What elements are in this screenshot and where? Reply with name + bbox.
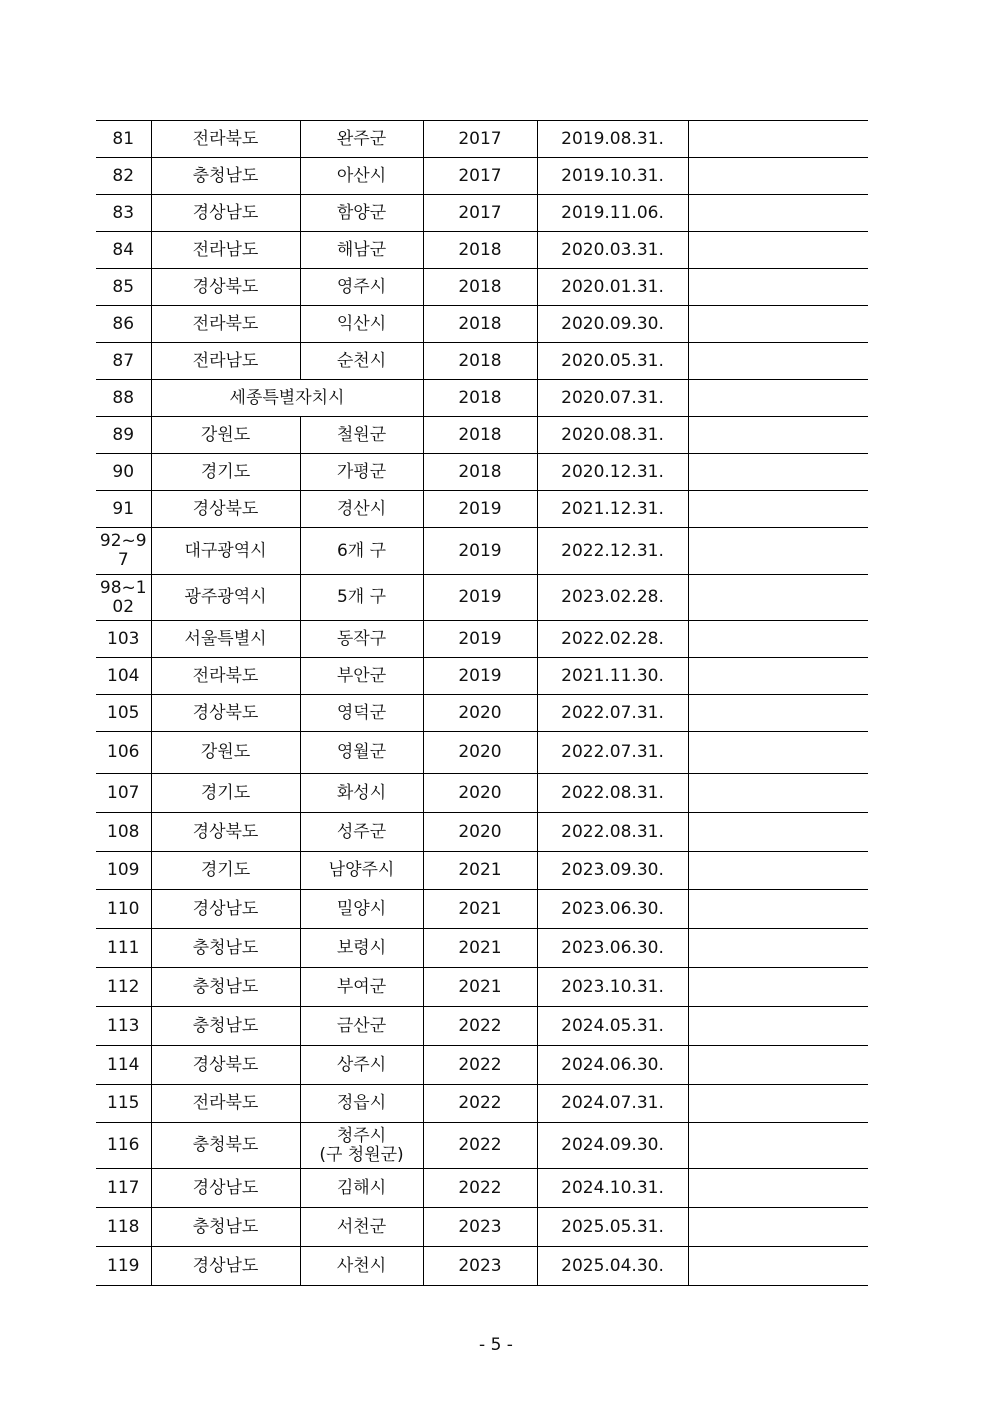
cell-province: 전라남도 (151, 232, 300, 269)
cell-district: 서천군 (300, 1208, 423, 1247)
cell-number: 118 (96, 1208, 151, 1247)
cell-district: 정읍시 (300, 1085, 423, 1123)
cell-number: 84 (96, 232, 151, 269)
cell-note (688, 195, 868, 232)
cell-date: 2021.12.31. (537, 491, 688, 528)
cell-year: 2018 (423, 380, 537, 417)
cell-number: 119 (96, 1247, 151, 1286)
cell-date: 2023.10.31. (537, 968, 688, 1007)
cell-district: 영월군 (300, 732, 423, 774)
cell-year: 2022 (423, 1169, 537, 1208)
cell-note (688, 121, 868, 158)
cell-date: 2022.07.31. (537, 695, 688, 732)
designation-table (96, 120, 868, 1286)
cell-year: 2022 (423, 1046, 537, 1085)
cell-year: 2019 (423, 658, 537, 695)
cell-year: 2021 (423, 929, 537, 968)
table-row (96, 195, 868, 232)
table-row (96, 343, 868, 380)
cell-note (688, 454, 868, 491)
cell-note (688, 306, 868, 343)
cell-district: 완주군 (300, 121, 423, 158)
cell-number: 116 (96, 1123, 151, 1169)
cell-year: 2019 (423, 528, 537, 575)
cell-district: 부여군 (300, 968, 423, 1007)
cell-year: 2022 (423, 1007, 537, 1046)
cell-number: 104 (96, 658, 151, 695)
cell-district: 상주시 (300, 1046, 423, 1085)
cell-district: 화성시 (300, 774, 423, 813)
cell-date: 2020.09.30. (537, 306, 688, 343)
cell-year: 2020 (423, 732, 537, 774)
cell-district: 순천시 (300, 343, 423, 380)
cell-note (688, 1007, 868, 1046)
cell-date: 2023.06.30. (537, 929, 688, 968)
table-row (96, 1046, 868, 1085)
cell-province: 강원도 (151, 732, 300, 774)
cell-note (688, 1046, 868, 1085)
cell-number (96, 528, 151, 575)
cell-note (688, 491, 868, 528)
cell-date: 2019.11.06. (537, 195, 688, 232)
cell-district: 가평군 (300, 454, 423, 491)
cell-district: 성주군 (300, 813, 423, 852)
cell-province: 전라북도 (151, 1085, 300, 1123)
cell-province: 경기도 (151, 852, 300, 890)
cell-year: 2023 (423, 1208, 537, 1247)
table-row (96, 732, 868, 774)
cell-district: 익산시 (300, 306, 423, 343)
table-row (96, 306, 868, 343)
cell-province: 충청남도 (151, 1007, 300, 1046)
table-body (96, 121, 868, 1286)
cell-number: 110 (96, 890, 151, 929)
cell-province: 경기도 (151, 774, 300, 813)
cell-date: 2020.07.31. (537, 380, 688, 417)
table-row (96, 813, 868, 852)
cell-province: 전라북도 (151, 121, 300, 158)
cell-number: 103 (96, 621, 151, 658)
cell-number: 86 (96, 306, 151, 343)
table-row (96, 1123, 868, 1169)
cell-year: 2020 (423, 774, 537, 813)
cell-number: 114 (96, 1046, 151, 1085)
cell-date: 2024.06.30. (537, 1046, 688, 1085)
cell-year: 2022 (423, 1085, 537, 1123)
cell-year: 2020 (423, 813, 537, 852)
table-row (96, 1169, 868, 1208)
cell-date: 2023.06.30. (537, 890, 688, 929)
cell-district: 철원군 (300, 417, 423, 454)
cell-year: 2018 (423, 269, 537, 306)
cell-district: 보령시 (300, 929, 423, 968)
cell-number: 81 (96, 121, 151, 158)
cell-year: 2023 (423, 1247, 537, 1286)
cell-note (688, 1208, 868, 1247)
cell-province: 경상남도 (151, 195, 300, 232)
cell-number: 115 (96, 1085, 151, 1123)
table-row (96, 121, 868, 158)
cell-date: 2025.04.30. (537, 1247, 688, 1286)
cell-number: 105 (96, 695, 151, 732)
table-row (96, 968, 868, 1007)
cell-number: 117 (96, 1169, 151, 1208)
cell-note (688, 380, 868, 417)
cell-note (688, 774, 868, 813)
table-row (96, 232, 868, 269)
cell-province: 전라북도 (151, 658, 300, 695)
cell-year: 2021 (423, 968, 537, 1007)
cell-date: 2022.08.31. (537, 813, 688, 852)
cell-district: 남양주시 (300, 852, 423, 890)
cell-number: 90 (96, 454, 151, 491)
cell-date: 2020.12.31. (537, 454, 688, 491)
cell-note (688, 1123, 868, 1169)
cell-district: 해남군 (300, 232, 423, 269)
cell-district: 밀양시 (300, 890, 423, 929)
cell-note (688, 695, 868, 732)
cell-province: 충청남도 (151, 929, 300, 968)
cell-province: 경상북도 (151, 269, 300, 306)
cell-district: 아산시 (300, 158, 423, 195)
cell-year: 2021 (423, 852, 537, 890)
cell-number: 87 (96, 343, 151, 380)
cell-province: 경상북도 (151, 695, 300, 732)
cell-district: 영덕군 (300, 695, 423, 732)
cell-note (688, 1085, 868, 1123)
cell-number: 111 (96, 929, 151, 968)
table-row (96, 575, 868, 621)
cell-district: 부안군 (300, 658, 423, 695)
cell-province: 경상북도 (151, 1046, 300, 1085)
cell-province: 충청남도 (151, 1208, 300, 1247)
cell-year: 2018 (423, 343, 537, 380)
table-row (96, 695, 868, 732)
table-row (96, 658, 868, 695)
cell-district: 김해시 (300, 1169, 423, 1208)
cell-district: 사천시 (300, 1247, 423, 1286)
cell-date: 2019.08.31. (537, 121, 688, 158)
cell-province: 경상남도 (151, 890, 300, 929)
cell-note (688, 890, 868, 929)
cell-year: 2017 (423, 158, 537, 195)
cell-number: 112 (96, 968, 151, 1007)
table-row (96, 1208, 868, 1247)
table-row (96, 929, 868, 968)
cell-district: 영주시 (300, 269, 423, 306)
table-row (96, 1247, 868, 1286)
table-row (96, 269, 868, 306)
cell-line: 7 (117, 550, 129, 570)
table-row (96, 852, 868, 890)
table-row (96, 417, 868, 454)
cell-date: 2024.10.31. (537, 1169, 688, 1208)
cell-number: 113 (96, 1007, 151, 1046)
cell-number: 109 (96, 852, 151, 890)
cell-province: 광주광역시 (151, 575, 300, 621)
cell-number: 89 (96, 417, 151, 454)
cell-number: 106 (96, 732, 151, 774)
cell-note (688, 852, 868, 890)
cell-district (300, 1123, 423, 1169)
cell-note (688, 658, 868, 695)
cell-note (688, 269, 868, 306)
cell-date: 2024.05.31. (537, 1007, 688, 1046)
cell-year: 2018 (423, 417, 537, 454)
cell-note (688, 1247, 868, 1286)
cell-province: 충청남도 (151, 968, 300, 1007)
cell-number: 107 (96, 774, 151, 813)
cell-province: 경기도 (151, 454, 300, 491)
cell-province: 충청북도 (151, 1123, 300, 1169)
cell-note (688, 732, 868, 774)
cell-date: 2025.05.31. (537, 1208, 688, 1247)
cell-note (688, 1169, 868, 1208)
cell-date: 2022.12.31. (537, 528, 688, 575)
cell-note (688, 528, 868, 575)
cell-district: 함양군 (300, 195, 423, 232)
table-row (96, 774, 868, 813)
cell-date: 2023.09.30. (537, 852, 688, 890)
cell-number: 82 (96, 158, 151, 195)
cell-date: 2023.02.28. (537, 575, 688, 621)
cell-province: 경상남도 (151, 1247, 300, 1286)
cell-note (688, 158, 868, 195)
cell-date: 2019.10.31. (537, 158, 688, 195)
cell-province: 서울특별시 (151, 621, 300, 658)
cell-province: 경상북도 (151, 491, 300, 528)
cell-line: 98~1 (99, 577, 147, 598)
cell-province: 전라남도 (151, 343, 300, 380)
table-row (96, 1085, 868, 1123)
cell-year: 2018 (423, 232, 537, 269)
cell-year: 2022 (423, 1123, 537, 1169)
cell-year: 2017 (423, 195, 537, 232)
table-row (96, 491, 868, 528)
cell-district: 경산시 (300, 491, 423, 528)
cell-line: 청주시 (336, 1125, 387, 1146)
table-row (96, 1007, 868, 1046)
cell-year: 2018 (423, 306, 537, 343)
cell-number: 108 (96, 813, 151, 852)
cell-province: 강원도 (151, 417, 300, 454)
cell-date: 2024.09.30. (537, 1123, 688, 1169)
cell-year: 2021 (423, 890, 537, 929)
cell-date: 2020.01.31. (537, 269, 688, 306)
table-row (96, 158, 868, 195)
table-row (96, 380, 868, 417)
cell-district: 6개 구 (300, 528, 423, 575)
cell-year: 2017 (423, 121, 537, 158)
cell-number: 85 (96, 269, 151, 306)
cell-district: 금산군 (300, 1007, 423, 1046)
cell-date: 2020.03.31. (537, 232, 688, 269)
cell-note (688, 575, 868, 621)
cell-year: 2019 (423, 575, 537, 621)
cell-date: 2022.02.28. (537, 621, 688, 658)
cell-date: 2021.11.30. (537, 658, 688, 695)
cell-district: 5개 구 (300, 575, 423, 621)
cell-note (688, 968, 868, 1007)
cell-note (688, 813, 868, 852)
cell-number (96, 575, 151, 621)
cell-province: 경상북도 (151, 813, 300, 852)
cell-province: 충청남도 (151, 158, 300, 195)
page-number: - 5 - (479, 1335, 513, 1355)
cell-number: 88 (96, 380, 151, 417)
cell-line: 92~9 (99, 531, 147, 551)
cell-number: 83 (96, 195, 151, 232)
cell-district: 동작구 (300, 621, 423, 658)
cell-note (688, 929, 868, 968)
cell-note (688, 232, 868, 269)
cell-date: 2022.07.31. (537, 732, 688, 774)
table-row (96, 528, 868, 575)
table-row (96, 890, 868, 929)
cell-note (688, 621, 868, 658)
cell-year: 2019 (423, 621, 537, 658)
cell-number: 91 (96, 491, 151, 528)
cell-year: 2018 (423, 454, 537, 491)
cell-province: 세종특별자치시 (151, 380, 423, 417)
cell-date: 2020.05.31. (537, 343, 688, 380)
cell-year: 2020 (423, 695, 537, 732)
cell-province: 경상남도 (151, 1169, 300, 1208)
cell-note (688, 417, 868, 454)
cell-province: 전라북도 (151, 306, 300, 343)
cell-date: 2024.07.31. (537, 1085, 688, 1123)
cell-line: (구 청원군) (319, 1144, 404, 1165)
cell-note (688, 343, 868, 380)
cell-year: 2019 (423, 491, 537, 528)
cell-province: 대구광역시 (151, 528, 300, 575)
table-row (96, 621, 868, 658)
table-row (96, 454, 868, 491)
cell-line: 02 (112, 596, 135, 617)
cell-date: 2022.08.31. (537, 774, 688, 813)
cell-date: 2020.08.31. (537, 417, 688, 454)
